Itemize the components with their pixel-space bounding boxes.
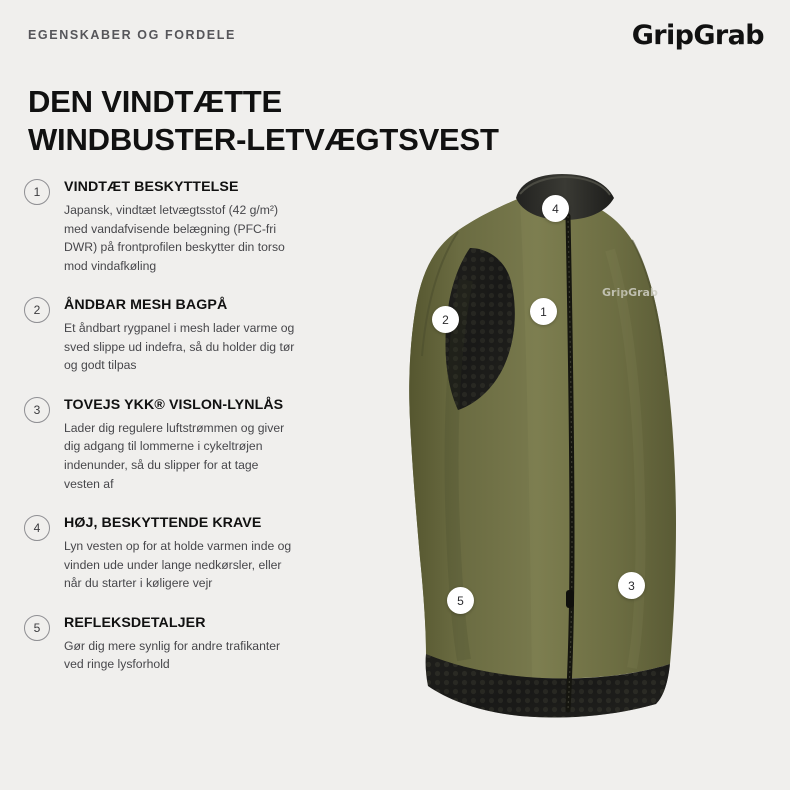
feature-title: ÅNDBAR MESH BAGPÅ	[64, 297, 228, 314]
callout-marker-2[interactable]: 2	[432, 306, 459, 333]
page-title-line-2: WINDBUSTER-LETVÆGTSVEST	[28, 121, 499, 157]
feature-number-badge: 5	[24, 615, 50, 641]
feature-title: VINDTÆT BESKYTTELSE	[64, 179, 239, 195]
feature-description: Et åndbart rygpanel i mesh lader varme og sved slippe ud indefra, så du holder dig tør og godt tilpas	[64, 321, 295, 373]
brand-logo: GripGrab	[631, 20, 764, 51]
feature-number-badge: 3	[24, 397, 50, 423]
callout-marker-5[interactable]: 5	[447, 587, 474, 614]
feature-list	[24, 176, 324, 696]
feature-title: TOVEJS YKK® VISLON-LYNLÅS	[64, 396, 284, 413]
feature-title: REFLEKSDETALJER	[64, 614, 206, 631]
feature-item	[24, 397, 324, 493]
feature-number-badge: 1	[24, 179, 50, 205]
vest-illustration	[370, 120, 770, 720]
page-title-line-1: DEN VINDTÆTTE	[28, 83, 283, 119]
product-image	[370, 120, 770, 720]
callout-marker-4[interactable]: 4	[542, 195, 569, 222]
feature-description: Lyn vesten op for at holde varmen inde og vinden ude under lange nedkørsler, eller når du starter i køligere vejr	[64, 539, 292, 591]
callout-marker-3[interactable]: 3	[618, 572, 645, 599]
feature-description: Lader dig regulere luftstrømmen og giver dig adgang til lommerne i cykeltrøjen indenunder, så du slipper for at tage vesten af	[64, 420, 285, 491]
feature-description: Japansk, vindtæt letvægtsstof (42 g/m²) med vandafvisende belægning (PFC-fri DWR) på frontprofilen beskytter din torso mod vindafkøling	[64, 203, 285, 273]
product-logo-print: GripGrab	[602, 286, 658, 299]
feature-item	[24, 615, 324, 674]
feature-number-badge: 4	[24, 515, 50, 541]
feature-item	[24, 297, 324, 375]
zipper-pull	[566, 590, 574, 608]
feature-number-badge: 2	[24, 297, 50, 323]
feature-title: HØJ, BESKYTTENDE KRAVE	[64, 515, 262, 532]
eyebrow-label: EGENSKABER OG FORDELE	[28, 28, 236, 42]
feature-item	[24, 179, 324, 275]
callout-marker-1[interactable]: 1	[530, 298, 557, 325]
feature-description: Gør dig mere synlig for andre trafikanter ved ringe lysforhold	[64, 638, 281, 672]
feature-item	[24, 515, 324, 593]
